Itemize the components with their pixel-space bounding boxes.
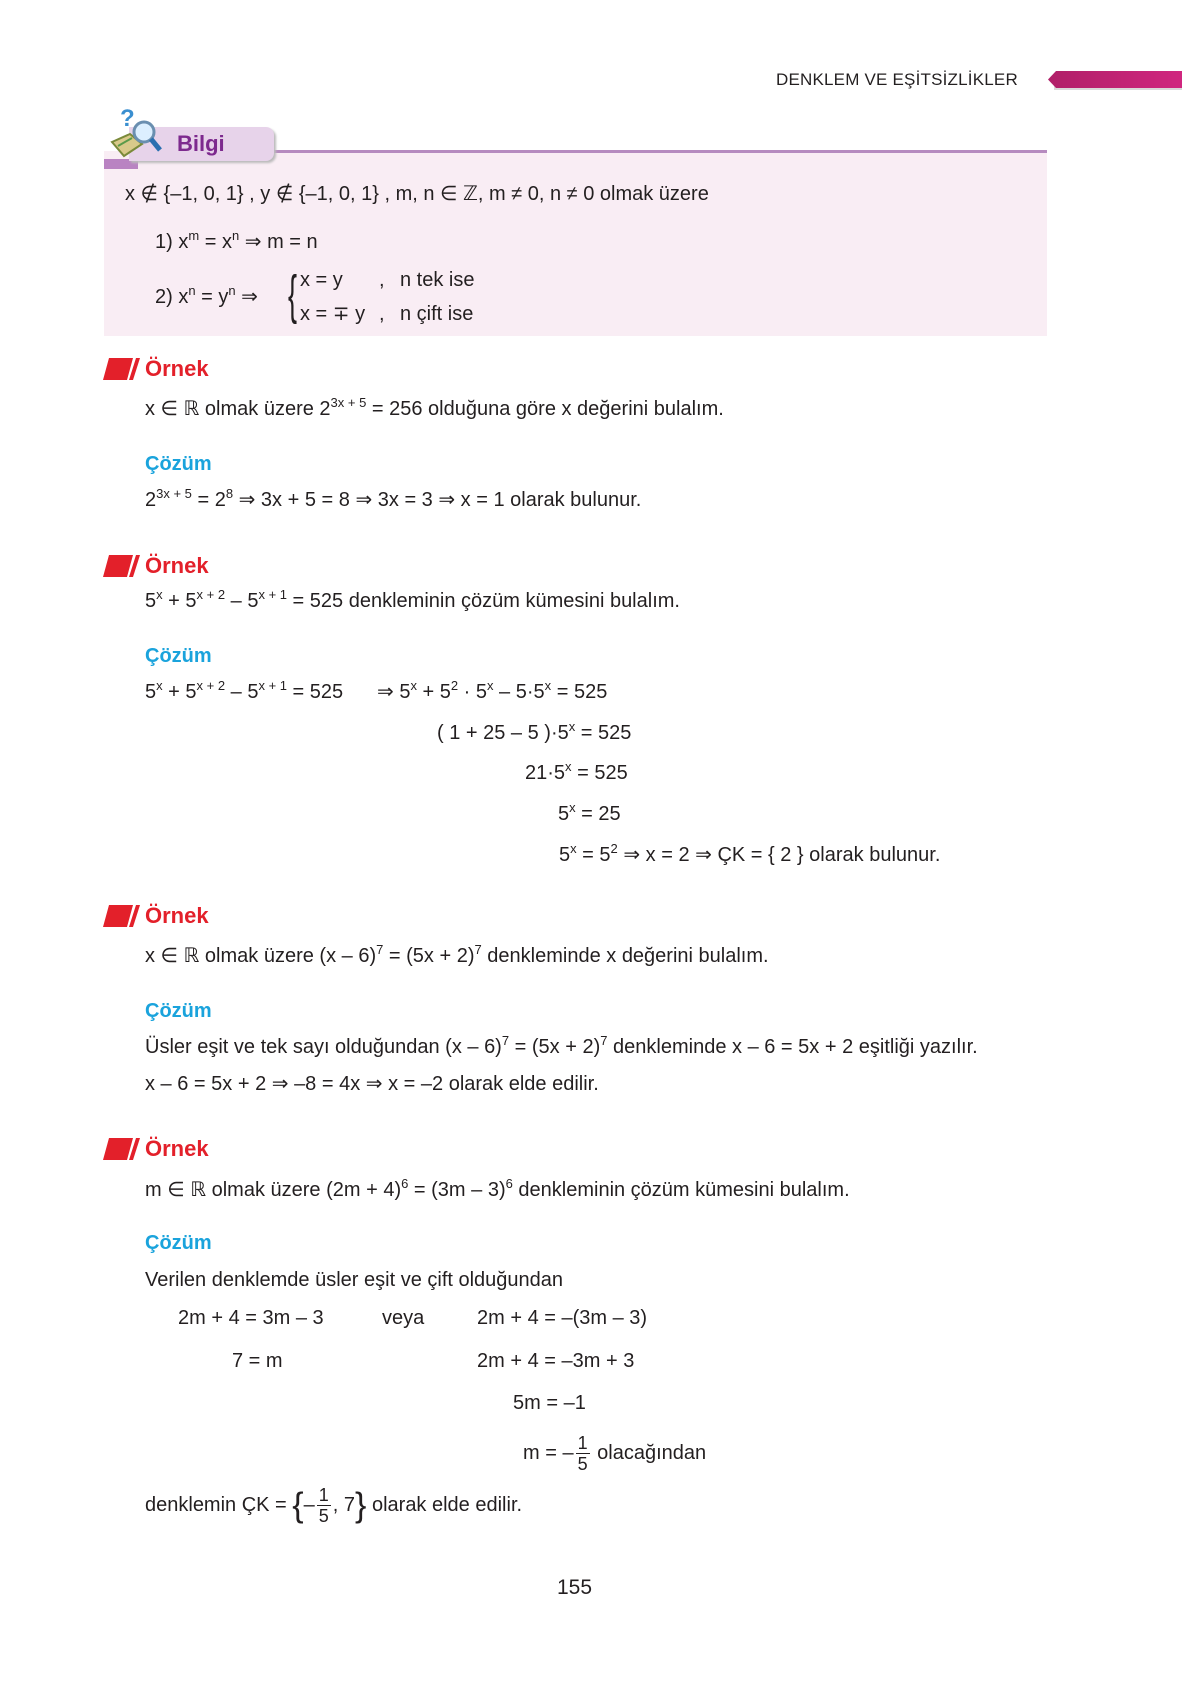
math-text: , (379, 303, 385, 325)
math-line (145, 589, 680, 613)
example-heading: Örnek (145, 356, 209, 381)
math-line (300, 302, 365, 326)
exponent: x + 1 (258, 678, 287, 693)
math-text: = x (199, 231, 232, 253)
math-text: 21·5 (525, 762, 566, 784)
math-line (379, 302, 385, 326)
math-text: = 525 (571, 762, 628, 784)
math-line (377, 680, 607, 704)
math-text: ⇒ 5 (377, 681, 411, 703)
exponent: x + 2 (196, 678, 226, 693)
math-line (559, 843, 940, 867)
exponent: 7 (600, 1033, 608, 1048)
book-magnifier-icon (108, 106, 168, 167)
math-text: = 2 (191, 489, 226, 511)
math-text: 5 (145, 590, 157, 612)
math-text: Üsler eşit ve tek sayı olduğundan (x – 6) (145, 1036, 502, 1058)
math-line (437, 721, 631, 745)
info-box-rule (274, 150, 1047, 153)
math-line (145, 680, 343, 704)
exponent: x + 1 (258, 587, 287, 602)
math-line (145, 397, 724, 421)
math-text: = 525 (551, 681, 608, 703)
math-line (379, 268, 385, 292)
set-brace: } (355, 1486, 367, 1525)
math-text: = 525 (575, 722, 632, 744)
math-text: 2m + 4 = 3m – 3 (178, 1307, 324, 1329)
svg-text:?: ? (120, 106, 135, 132)
math-text: , (379, 269, 385, 291)
math-text: n tek ise (400, 269, 475, 291)
math-text: x = ∓ y (300, 303, 366, 325)
math-text: – 5·5 (493, 681, 545, 703)
math-text: denkleminde x değerini bulalım. (481, 945, 769, 967)
math-text: = (3m – 3) (408, 1179, 506, 1201)
exponent: x (487, 678, 494, 693)
exponent: x (156, 587, 163, 602)
math-line (125, 182, 709, 206)
exponent: x (570, 841, 577, 856)
example-icon (103, 903, 143, 929)
math-line (145, 944, 769, 968)
math-text: 5 (558, 803, 570, 825)
math-text: olacağından (591, 1441, 707, 1464)
math-line (513, 1391, 586, 1415)
math-text: , 7 (332, 1493, 356, 1516)
math-text: = 25 (575, 803, 621, 825)
exponent: n (231, 228, 240, 243)
exponent: n (188, 283, 196, 298)
solution-heading: Çözüm (145, 453, 212, 475)
math-text: 2) x (155, 286, 189, 308)
exponent: m (188, 228, 200, 243)
math-text: 2 (145, 489, 157, 511)
fraction (576, 1433, 590, 1474)
exponent: x (568, 719, 576, 734)
solution-heading: Çözüm (145, 1000, 212, 1022)
exponent: x (565, 759, 572, 774)
math-text: x = y (300, 269, 343, 291)
cases-brace: { (288, 265, 298, 325)
solution-heading: Çözüm (145, 1232, 212, 1254)
math-text: = 525 denkleminin çözüm kümesini bulalım. (287, 590, 680, 612)
example-icon (103, 1136, 143, 1162)
math-text: 7 = m (232, 1350, 283, 1372)
exponent: x (569, 800, 576, 815)
math-line (477, 1349, 634, 1373)
math-text: 5 (145, 681, 157, 703)
math-text: = 5 (576, 844, 611, 866)
fraction-num: 1 (577, 1433, 588, 1453)
fraction-num: 1 (318, 1485, 329, 1505)
math-line (400, 302, 473, 326)
math-line (145, 1268, 563, 1292)
example-icon (103, 553, 143, 579)
fraction-den: 5 (577, 1454, 588, 1474)
math-text: ⇒ (235, 286, 258, 308)
math-line (145, 1485, 522, 1526)
exponent: x + 2 (196, 587, 226, 602)
chapter-title: DENKLEM VE EŞİTSİZLİKLER (776, 70, 1018, 89)
math-text: 1) x (155, 231, 189, 253)
example-heading: Örnek (145, 553, 209, 578)
math-text: x ∈ ℝ olmak üzere 2 (145, 398, 331, 420)
page-number: 155 (557, 1576, 593, 1599)
math-text: = (5x + 2) (509, 1036, 601, 1058)
math-line (155, 230, 318, 254)
math-text: m = – (523, 1441, 574, 1464)
fraction (317, 1485, 331, 1526)
exponent: 2 (450, 678, 459, 693)
exponent: n (228, 283, 236, 298)
exponent: 3x + 5 (330, 395, 367, 410)
info-box-title: Bilgi (177, 131, 225, 156)
math-line (558, 802, 621, 826)
math-text: ( 1 + 25 – 5 )·5 (437, 722, 569, 744)
math-line (232, 1349, 283, 1373)
math-line (145, 488, 641, 512)
exponent: 7 (501, 1033, 510, 1048)
set-brace: { (292, 1486, 304, 1525)
example-heading: Örnek (145, 903, 209, 928)
math-text: 2m + 4 = –3m + 3 (477, 1350, 635, 1372)
math-line (382, 1306, 424, 1330)
math-text: x – 6 = 5x + 2 ⇒ –8 = 4x ⇒ x = –2 olarak elde edilir. (145, 1073, 599, 1095)
math-text: – 5 (225, 681, 259, 703)
math-text: ⇒ 3x + 5 = 8 ⇒ 3x = 3 ⇒ x = 1 olarak bulunur. (233, 489, 642, 511)
exponent: 6 (505, 1176, 513, 1191)
example-icon (103, 356, 143, 382)
math-line (178, 1306, 324, 1330)
math-text: Verilen denklemde üsler eşit ve çift olduğundan (145, 1269, 564, 1291)
math-text: olarak elde edilir. (366, 1493, 523, 1516)
math-line (525, 761, 628, 785)
math-text: denkleminin çözüm kümesini bulalım. (512, 1179, 850, 1201)
math-line (400, 268, 474, 292)
math-line (523, 1433, 706, 1474)
exponent: 7 (474, 942, 482, 957)
example-heading: Örnek (145, 1136, 209, 1161)
math-text: x ∉ {–1, 0, 1} , y ∉ {–1, 0, 1} , m, n ∈ ℤ, m ≠ 0, n ≠ 0 olmak üzere (125, 183, 709, 205)
exponent: 8 (225, 486, 234, 501)
fraction-den: 5 (318, 1506, 329, 1526)
math-text: n çift ise (400, 303, 474, 325)
math-line (477, 1306, 647, 1330)
math-line (145, 1072, 599, 1096)
math-line (145, 1178, 850, 1202)
math-text: ⇒ x = 2 ⇒ ÇK = { 2 } olarak bulunur. (617, 844, 941, 866)
math-text: = y (195, 286, 229, 308)
math-text: ⇒ m = n (239, 231, 318, 253)
math-text: 2m + 4 = –(3m – 3) (477, 1307, 648, 1329)
math-text: + 5 (416, 681, 451, 703)
solution-heading: Çözüm (145, 645, 212, 667)
exponent: x (544, 678, 552, 693)
math-text: x ∈ ℝ olmak üzere (x – 6) (145, 945, 377, 967)
exponent: x (410, 678, 417, 693)
exponent: 3x + 5 (156, 486, 192, 501)
math-text: m ∈ ℝ olmak üzere (2m + 4) (145, 1179, 402, 1201)
math-text: 5m = –1 (513, 1392, 586, 1414)
math-text: · 5 (458, 681, 487, 703)
math-text: 5 (559, 844, 571, 866)
math-text: veya (382, 1307, 425, 1329)
math-line (145, 1035, 978, 1059)
math-text: denkleminde x – 6 = 5x + 2 eşitliği yazılır. (607, 1036, 978, 1058)
math-text: = (5x + 2) (383, 945, 475, 967)
math-text: + 5 (162, 681, 197, 703)
math-line (300, 268, 343, 292)
exponent: 2 (610, 841, 618, 856)
chapter-tab (1048, 71, 1182, 88)
math-text: – 5 (225, 590, 259, 612)
math-text: + 5 (162, 590, 197, 612)
math-line (155, 285, 258, 309)
math-text: = 525 (287, 681, 344, 703)
math-text: = 256 olduğuna göre x değerini bulalım. (366, 398, 724, 420)
math-text: – (303, 1493, 315, 1516)
exponent: 6 (401, 1176, 409, 1191)
exponent: x (156, 678, 163, 693)
exponent: 7 (376, 942, 384, 957)
math-text: denklemin ÇK = (145, 1493, 293, 1516)
